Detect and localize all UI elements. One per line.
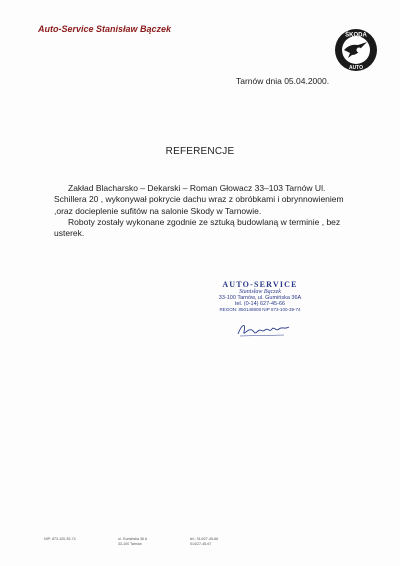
body-paragraph-1: Zakład Blacharsko – Dekarski – Roman Głowacz 33–103 Tarnów Ul. Schillera 20 , wykonywał pokrycie dachu wraz z obróbkami i obrynnowieniem ,oraz docieplenie sufitów na salonie Skody w Tarnowie.	[54, 183, 344, 216]
svg-text:ŠKODA: ŠKODA	[345, 32, 367, 39]
stamp-address: 33-100 Tarnów, ul. Gumińska 36A	[218, 295, 302, 301]
footer-address	[118, 537, 147, 547]
stamp-registration: REGON: 850148808 NIP 873-100-39-74	[219, 307, 301, 312]
stamp-phone: tel. (0-14) 627-45-66	[234, 301, 286, 307]
handwritten-signature-icon	[234, 318, 294, 340]
letter-title: REFERENCJE	[165, 146, 235, 157]
footer-street: ul. Gumińska 36 A	[118, 537, 148, 541]
footer-tax-id	[44, 537, 76, 542]
stamp-owner-name: Stanisław Bączek	[239, 289, 281, 295]
footer-phones	[190, 537, 218, 547]
letterhead-brand: Auto-Service Stanisław Bączek	[38, 24, 172, 34]
body-paragraph-2: Roboty zostały wykonane zgodnie ze sztuką budowlaną w terminie , bez usterek.	[54, 216, 341, 239]
footer-phone-2: 014/27-45-67	[190, 542, 212, 546]
company-stamp	[200, 280, 320, 312]
stamp-company-name: AUTO-SERVICE	[222, 280, 298, 289]
footer-phone-1: tel.: 014/27-45-66	[190, 537, 219, 541]
footer-city: 33-100 Tarnów	[118, 542, 142, 546]
letter-body	[54, 183, 354, 239]
letter-date: Tarnów dnia 05.04.2000.	[236, 76, 330, 86]
footer-nip: NIP: 873-100-39-74	[44, 537, 76, 541]
svg-text:AUTO: AUTO	[348, 65, 364, 71]
skoda-logo-icon	[334, 28, 378, 72]
